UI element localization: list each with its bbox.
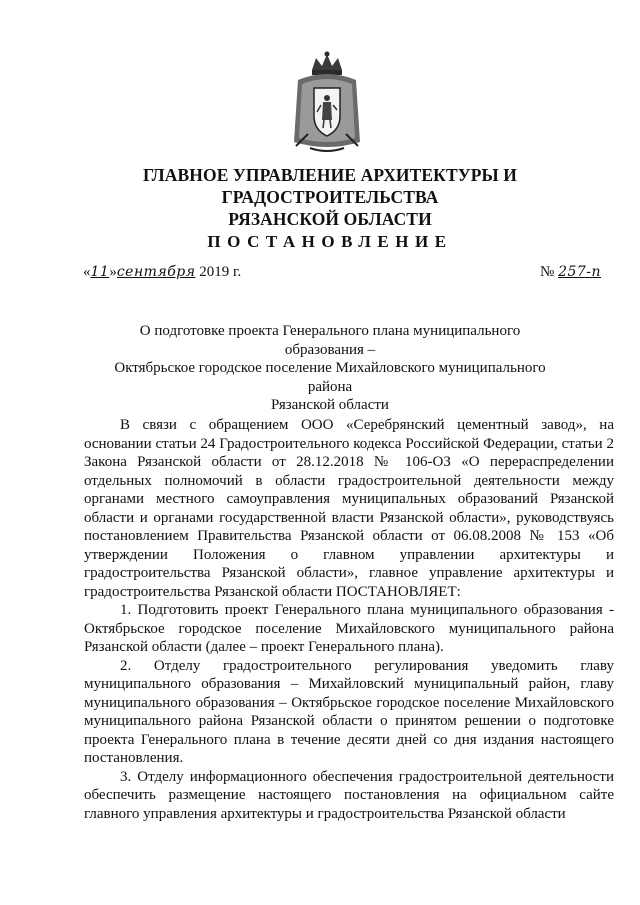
- body-item-2: 2. Отделу градостроительного регулирования уведомить главу муниципального образования – Михайловский муниципальный район, главу муниципального образования – Октябрьское городское поселение Михайловского муниципального района Рязанской области о принятом решении о подготовке проекта Генерального плана в течение десяти дней со дня издания настоящего постановления.: [84, 657, 614, 766]
- subject-line2: Октябрьское городское поселение Михайловского муниципального района: [114, 360, 546, 395]
- date-month: сентября: [116, 264, 196, 280]
- date-day: 11: [90, 264, 110, 280]
- body-preamble: В связи с обращением ООО «Серебрянский цементный завод», на основании статьи 24 Градостроительного кодекса Российской Федерации, статьи 2 Закона Рязанской области от 28.12.2018 № 106-ОЗ «О перераспределении отдельных полномочий в области градостроительной деятельности между органами местного самоуправления муниципальных образований Рязанской области и органами государственной власти Рязанской области», руководствуясь постановлением Правительства Рязанской области от 06.08.2008 № 153 «Об утверждении Положения о главном управлении архитектуры и градостроительства Рязанской области», главное управление архитектуры и градостроительства Рязанской области ПОСТАНОВЛЯЕТ:: [84, 417, 614, 600]
- subject-line3: Рязанской области: [271, 397, 389, 413]
- subject-line1: О подготовке проекта Генерального плана муниципального образования –: [139, 323, 521, 358]
- organization-title-line2: РЯЗАНСКОЙ ОБЛАСТИ: [228, 209, 432, 229]
- date-year: 2019 г.: [199, 264, 242, 280]
- date-close-quote: »: [109, 264, 117, 280]
- document-kind: ПОСТАНОВЛЕНИЕ: [207, 232, 453, 251]
- number-value: 257-п: [558, 264, 602, 280]
- document-body: [84, 416, 614, 823]
- body-item-1: 1. Подготовить проект Генерального плана муниципального образования - Октябрьское городское поселение Михайловского муниципального района Рязанской области (далее – проект Генерального плана).: [84, 602, 614, 655]
- organization-title-line1: ГЛАВНОЕ УПРАВЛЕНИЕ АРХИТЕКТУРЫ И ГРАДОСТРОИТЕЛЬСТВА: [143, 165, 517, 207]
- document-subject: [110, 322, 550, 415]
- document-number: [540, 264, 601, 281]
- body-item-3: 3. Отделу информационного обеспечения градостроительной деятельности обеспечить размещение настоящего постановления на официальном сайте главного управления архитектуры и градостроительства Рязанской области: [84, 768, 614, 822]
- organization-title: [80, 164, 580, 230]
- number-sign: №: [540, 264, 555, 280]
- document-date: [83, 264, 241, 281]
- coat-of-arms-icon: [290, 50, 364, 154]
- date-open-quote: «: [83, 264, 91, 280]
